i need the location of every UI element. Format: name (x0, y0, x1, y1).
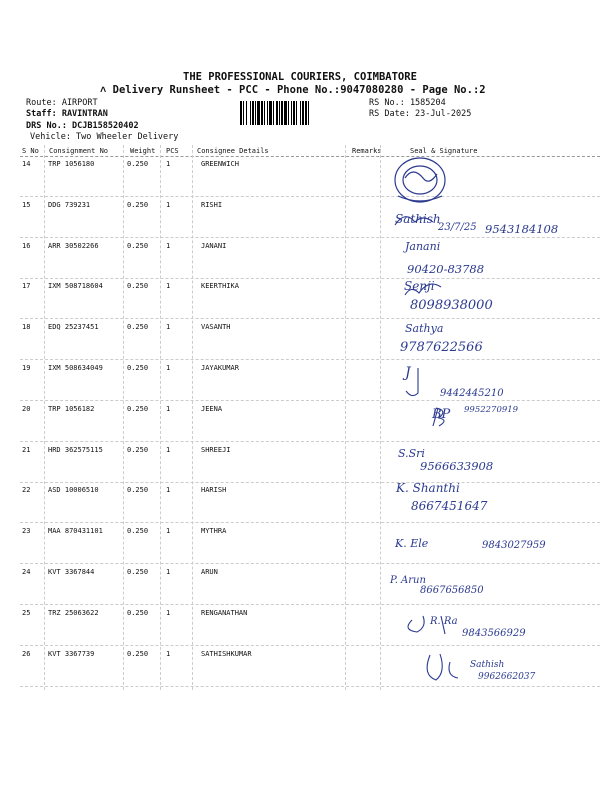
cell-consignee: HARISH (201, 486, 227, 495)
cell-consignee: JANANI (201, 241, 227, 250)
hw-26-name: Sathish (470, 660, 505, 670)
cell-weight: 0.250 (127, 527, 149, 536)
cell-consignee: RENGANATHAN (201, 608, 248, 617)
cell-sno: 24 (22, 568, 31, 576)
cell-consignment: KVT 3367844 (48, 568, 95, 576)
cell-sno: 26 (22, 649, 31, 658)
cell-pcs: 1 (166, 404, 171, 413)
hw-24-phone: 8667656850 (420, 585, 484, 596)
cell-consignment: HRD 362575115 (48, 445, 103, 454)
hw-25-name: R. Ra (430, 616, 458, 627)
cell-weight: 0.250 (127, 649, 149, 658)
hw-15-name: Sathish (395, 212, 441, 226)
col-weight: Weight (130, 147, 156, 155)
hw-25-phone: 9843566929 (462, 628, 526, 639)
drs-label: DRS No.: DCJB158520402 (26, 121, 139, 131)
cell-pcs: 1 (166, 200, 171, 209)
cell-consignment: KVT 3367739 (48, 649, 95, 658)
cell-sno: 18 (22, 323, 31, 332)
cell-sno: 16 (22, 241, 31, 250)
cell-weight: 0.250 (127, 608, 149, 617)
cell-pcs: 1 (166, 160, 171, 168)
company-title: THE PROFESSIONAL COURIERS, COIMBATORE (183, 71, 417, 83)
hw-16-name: Janani (405, 240, 441, 253)
cell-weight: 0.250 (127, 200, 149, 209)
cell-consignee: VASANTH (201, 323, 231, 332)
hw-20-name: BP (432, 407, 451, 422)
runsheet-subtitle-text: Delivery Runsheet - PCC - Phone No.:9047080280 - Page No.:2 (112, 84, 486, 96)
cell-sno: 25 (22, 608, 31, 617)
rs-date-label: RS Date: 23-Jul-2025 (369, 109, 472, 119)
hw-16-phone: 90420-83788 (407, 262, 485, 276)
cell-sno: 14 (22, 160, 31, 168)
staff-label: Staff: RAVINTRAN (26, 109, 108, 119)
hw-17-phone: 8098938000 (410, 298, 493, 313)
hw-15-phone: 9543184108 (485, 222, 559, 236)
cell-pcs: 1 (166, 323, 171, 332)
cell-sno: 23 (22, 527, 31, 536)
cell-consignment: MAA 870431101 (48, 527, 103, 536)
cell-weight: 0.250 (127, 364, 149, 372)
hw-18-phone: 9787622566 (400, 340, 483, 355)
cell-sno: 15 (22, 200, 31, 209)
cell-consignee: MYTHRA (201, 527, 227, 536)
cell-sno: 22 (22, 486, 31, 495)
cell-consignee: RISHI (201, 200, 223, 209)
cell-sno: 17 (22, 282, 31, 291)
cell-consignee: JAYAKUMAR (201, 364, 239, 372)
cell-consignee: KEERTHIKA (201, 282, 239, 291)
hw-20-phone: 9952270919 (464, 405, 519, 415)
subtitle-tick: ˄ (100, 84, 113, 96)
col-consignment: Consignment No (49, 147, 109, 155)
cell-weight: 0.250 (127, 568, 149, 576)
cell-pcs: 1 (166, 568, 171, 576)
seal-stamp-icon (395, 158, 445, 202)
hw-18-name: Sathya (405, 322, 444, 335)
cell-consignment: ARR 30502266 (48, 241, 99, 250)
hw-21-name: S.Sri (398, 447, 425, 460)
cell-consignment: EDQ 25237451 (48, 323, 99, 332)
hw-22-phone: 8667451647 (411, 499, 488, 513)
cell-consignment: IXM 508718604 (48, 282, 103, 291)
cell-consignment: ASD 10006510 (48, 486, 99, 495)
route-label: Route: AIRPORT (26, 98, 98, 108)
hw-17-name: Senji (404, 279, 435, 293)
hw-24-name: P. Arun (390, 575, 426, 586)
cell-weight: 0.250 (127, 282, 149, 291)
cell-pcs: 1 (166, 445, 171, 454)
cell-consignment: IXM 508634049 (48, 364, 103, 372)
cell-consignee: ARUN (201, 568, 218, 576)
cell-pcs: 1 (166, 241, 171, 250)
cell-consignment: TRP 1056180 (48, 160, 95, 168)
col-sno: S No (22, 147, 39, 155)
cell-consignment: TRZ 25063622 (48, 608, 99, 617)
col-remarks: Remarks (352, 147, 382, 155)
cell-weight: 0.250 (127, 445, 149, 454)
sig-row26 (427, 654, 458, 680)
cell-pcs: 1 (166, 649, 171, 658)
cell-weight: 0.250 (127, 323, 149, 332)
rs-no-label: RS No.: 1585204 (369, 98, 446, 108)
cell-consignment: DDG 739231 (48, 200, 91, 209)
cell-pcs: 1 (166, 608, 171, 617)
cell-weight: 0.250 (127, 160, 149, 168)
cell-pcs: 1 (166, 527, 171, 536)
hw-23-name: K. Ele (395, 537, 429, 550)
hw-23-phone: 9843027959 (482, 540, 546, 551)
hw-19-name: J (405, 365, 411, 381)
cell-weight: 0.250 (127, 486, 149, 495)
col-seal: Seal & Signature (410, 147, 478, 155)
cell-consignee: JEENA (201, 404, 223, 413)
cell-pcs: 1 (166, 364, 171, 372)
cell-pcs: 1 (166, 486, 171, 495)
cell-weight: 0.250 (127, 404, 149, 413)
vehicle-label: Vehicle: Two Wheeler Delivery (30, 132, 179, 142)
cell-consignment: TRP 1056182 (48, 404, 95, 413)
cell-sno: 20 (22, 404, 31, 413)
cell-consignee: SATHISHKUMAR (201, 649, 252, 658)
hw-21-phone: 9566633908 (420, 459, 494, 473)
hw-26-phone: 9962662037 (478, 672, 536, 682)
hw-22-name: K. Shanthi (396, 481, 460, 495)
cell-sno: 21 (22, 445, 31, 454)
col-consignee: Consignee Details (197, 147, 269, 155)
cell-sno: 19 (22, 364, 31, 372)
cell-pcs: 1 (166, 282, 171, 291)
hw-19-phone: 9442445210 (440, 388, 504, 399)
cell-consignee: SHREEJI (201, 445, 231, 454)
cell-weight: 0.250 (127, 241, 149, 250)
hw-15-date: 23/7/25 (438, 222, 477, 233)
col-pcs: PCS (166, 147, 179, 155)
cell-consignee: GREENWICH (201, 160, 239, 168)
